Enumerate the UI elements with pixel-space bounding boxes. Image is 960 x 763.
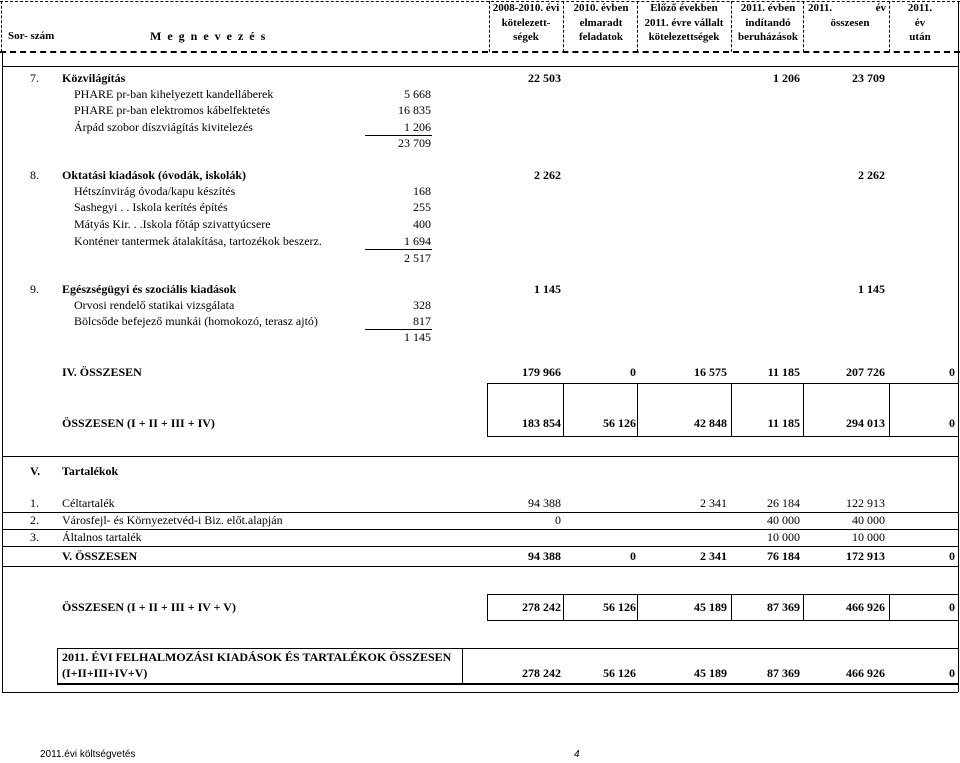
value-col4: 40 000 — [767, 513, 800, 527]
header-line: 2011. évre vállalt — [644, 16, 724, 29]
reserve-row — [0, 530, 960, 544]
item-label: Árpád szobor díszviágítás kivitelezés — [74, 120, 253, 134]
row-number: 9. — [30, 282, 39, 296]
header-line: összesen — [830, 16, 870, 29]
grand-total-subtitle: (I+II+III+IV+V) — [62, 666, 148, 680]
subtotal-amount: 2 517 — [404, 251, 431, 265]
section-row — [0, 282, 960, 296]
item-row — [0, 234, 960, 248]
value-col1: 22 503 — [528, 71, 561, 85]
table-rule — [2, 546, 958, 547]
header-line: feladatok — [579, 31, 623, 43]
header-col-after-year — [888, 1, 952, 45]
total-label: IV. ÖSSZESEN — [62, 365, 142, 379]
value-col5: 294 013 — [846, 416, 885, 430]
value-col2: 0 — [630, 549, 636, 563]
item-label: PHARE pr-ban kihelyezett kandelláberek — [74, 87, 274, 101]
item-row — [0, 298, 960, 312]
value-col3: 2 341 — [700, 496, 727, 510]
item-row — [0, 87, 960, 101]
value-col1: 278 242 — [522, 666, 561, 680]
grand-total-label-row — [0, 650, 960, 664]
header-line: beruházások — [738, 31, 798, 43]
item-amount: 1 206 — [404, 120, 431, 134]
table-rule — [2, 566, 958, 567]
value-col5: 1 145 — [858, 282, 885, 296]
value-col5: 10 000 — [852, 530, 885, 544]
header-line: év — [914, 16, 926, 29]
header-year: 2011. — [808, 2, 833, 14]
value-col3: 16 575 — [694, 365, 727, 379]
subtotal-rule — [365, 249, 432, 250]
row-number: 7. — [30, 71, 39, 85]
item-row — [0, 314, 960, 328]
value-col3: 45 189 — [694, 600, 727, 614]
total-label: ÖSSZESEN (I + II + III + IV) — [62, 416, 215, 430]
section-row — [0, 168, 960, 182]
row-number: 8. — [30, 168, 39, 182]
subtotal-row — [0, 330, 960, 344]
value-col2: 56 126 — [603, 416, 636, 430]
section-title: Oktatási kiadások (óvodák, iskolák) — [62, 168, 247, 182]
value-col1: 2 262 — [534, 168, 561, 182]
value-col6: 0 — [949, 666, 955, 680]
total-i-iv-row — [0, 416, 960, 430]
header-line: után — [909, 31, 931, 43]
subtotal-row — [0, 251, 960, 265]
value-col4: 11 185 — [767, 416, 800, 430]
row-number: V. — [30, 464, 41, 478]
item-label: Mátyás Kir. . .Iskola főtáp szivattyúcsere — [74, 217, 271, 231]
row-number: 3. — [30, 530, 39, 544]
table-rule — [487, 436, 958, 437]
value-col3: 2 341 — [700, 549, 727, 563]
item-amount: 255 — [413, 200, 431, 214]
item-label: Sashegyi . . Iskola kerítés építés — [74, 200, 228, 214]
header-line: ségek — [513, 31, 539, 43]
subtotal-row — [0, 136, 960, 150]
row-number: 2. — [30, 513, 39, 527]
header-row-number: Sor- szám — [8, 30, 55, 42]
grand-total-row — [0, 666, 960, 680]
value-col2: 56 126 — [603, 600, 636, 614]
table-rule — [487, 594, 958, 595]
value-col5: 122 913 — [846, 496, 885, 510]
value-col3: 45 189 — [694, 666, 727, 680]
value-col4: 87 369 — [767, 666, 800, 680]
item-amount: 16 835 — [398, 103, 431, 117]
total-iv-row — [0, 365, 960, 379]
value-col2: 0 — [630, 365, 636, 379]
value-col1: 183 854 — [522, 416, 561, 430]
header-col-year-total — [806, 1, 894, 30]
body-top-rule — [2, 66, 958, 67]
header-col-assumed-commitments — [638, 1, 730, 45]
header-line: Előző években — [650, 2, 718, 14]
header-line: elmaradt — [579, 16, 623, 29]
item-amount: 817 — [413, 314, 431, 328]
total-label: V. ÖSSZESEN — [62, 549, 138, 563]
header-line: 2011. — [907, 2, 933, 14]
item-amount: 168 — [413, 184, 431, 198]
value-col5: 466 926 — [846, 666, 885, 680]
grand-total-title: 2011. ÉVI FELHALMOZÁSI KIADÁSOK ÉS TARTALÉKOK ÖSSZESEN — [62, 650, 452, 664]
value-col6: 0 — [949, 416, 955, 430]
section-title: Egészségügyi és szociális kiadások — [62, 282, 237, 296]
item-label: Konténer tantermek átalakítása, tartozékok beszerz. — [74, 234, 322, 248]
item-row — [0, 103, 960, 117]
header-bottom-rule — [0, 51, 960, 53]
header-line: kötelezettségek — [648, 31, 720, 43]
reserve-label: Céltartalék — [62, 496, 115, 510]
row-number: 1. — [30, 496, 39, 510]
header-line — [806, 1, 894, 16]
value-col6: 0 — [949, 600, 955, 614]
reserve-row — [0, 513, 960, 527]
item-amount: 328 — [413, 298, 431, 312]
reserve-label: Városfejl- és Környezetvéd-i Biz. előt.alapján — [62, 513, 283, 527]
value-col5: 2 262 — [858, 168, 885, 182]
reserve-row — [0, 496, 960, 510]
page-number: 4 — [574, 749, 580, 760]
header-line: 2008-2010. évi — [492, 2, 560, 14]
item-label: PHARE pr-ban elektromos kábelfektetés — [74, 103, 271, 117]
total-i-v-row — [0, 600, 960, 614]
value-col5: 23 709 — [852, 71, 885, 85]
value-col1: 94 388 — [528, 549, 561, 563]
value-col4: 1 206 — [773, 71, 800, 85]
value-col5: 466 926 — [846, 600, 885, 614]
header-name: M e g n e v e z é s — [150, 29, 266, 43]
value-col4: 10 000 — [767, 530, 800, 544]
value-col1: 278 242 — [522, 600, 561, 614]
item-label: Hétszínvirág óvoda/kapu készítés — [74, 184, 236, 198]
header-line: indítandó — [745, 16, 791, 29]
value-col6: 0 — [949, 549, 955, 563]
grand-total-top-rule — [57, 648, 958, 649]
subtotal-amount: 1 145 — [404, 330, 431, 344]
header-ev: év — [875, 2, 886, 14]
item-row — [0, 184, 960, 198]
item-row — [0, 200, 960, 214]
header-line: 2010. évben — [573, 2, 629, 14]
header-divider — [563, 1, 564, 52]
reserves-total-row — [0, 549, 960, 563]
item-label: Orvosi rendelő statikai vizsgálata — [74, 298, 235, 312]
grand-total-bottom-rule — [57, 683, 958, 685]
value-col4: 26 184 — [767, 496, 800, 510]
value-col1: 94 388 — [528, 496, 561, 510]
section-title: Tartalékok — [62, 464, 119, 478]
section-title: Közvilágítás — [62, 71, 126, 85]
reserves-heading-row — [0, 464, 960, 478]
section-rule — [2, 456, 958, 457]
value-col5: 40 000 — [852, 513, 885, 527]
value-col1: 179 966 — [522, 365, 561, 379]
item-amount: 5 668 — [404, 87, 431, 101]
header-col-prior-commitments — [490, 1, 562, 45]
total-label: ÖSSZESEN (I + II + III + IV + V) — [62, 600, 236, 614]
table-rule — [487, 620, 958, 621]
header-line: 2011. évben — [740, 2, 796, 14]
item-amount: 400 — [413, 217, 431, 231]
item-row — [0, 217, 960, 231]
table-bottom-border — [2, 692, 958, 693]
value-col4: 87 369 — [767, 600, 800, 614]
table-rule — [487, 383, 958, 384]
item-row — [0, 120, 960, 134]
section-row — [0, 71, 960, 85]
value-col3: 42 848 — [694, 416, 727, 430]
item-label: Bölcsőde befejező munkái (homokozó, terasz ajtó) — [74, 314, 318, 328]
header-line: kötelezett- — [501, 16, 551, 29]
item-amount: 1 694 — [404, 234, 431, 248]
header-col-deferred-tasks — [565, 1, 637, 45]
value-col5: 207 726 — [846, 365, 885, 379]
footer-title: 2011.évi költségvetés — [40, 749, 136, 760]
value-col5: 172 913 — [846, 549, 885, 563]
value-col4: 11 185 — [767, 365, 800, 379]
header-col-new-investments — [732, 1, 804, 45]
value-col4: 76 184 — [767, 549, 800, 563]
subtotal-amount: 23 709 — [398, 136, 431, 150]
value-col1: 0 — [555, 513, 561, 527]
value-col1: 1 145 — [534, 282, 561, 296]
value-col2: 56 126 — [603, 666, 636, 680]
reserve-label: Általnos tartalék — [62, 530, 142, 544]
value-col6: 0 — [949, 365, 955, 379]
header-divider — [1, 1, 2, 52]
